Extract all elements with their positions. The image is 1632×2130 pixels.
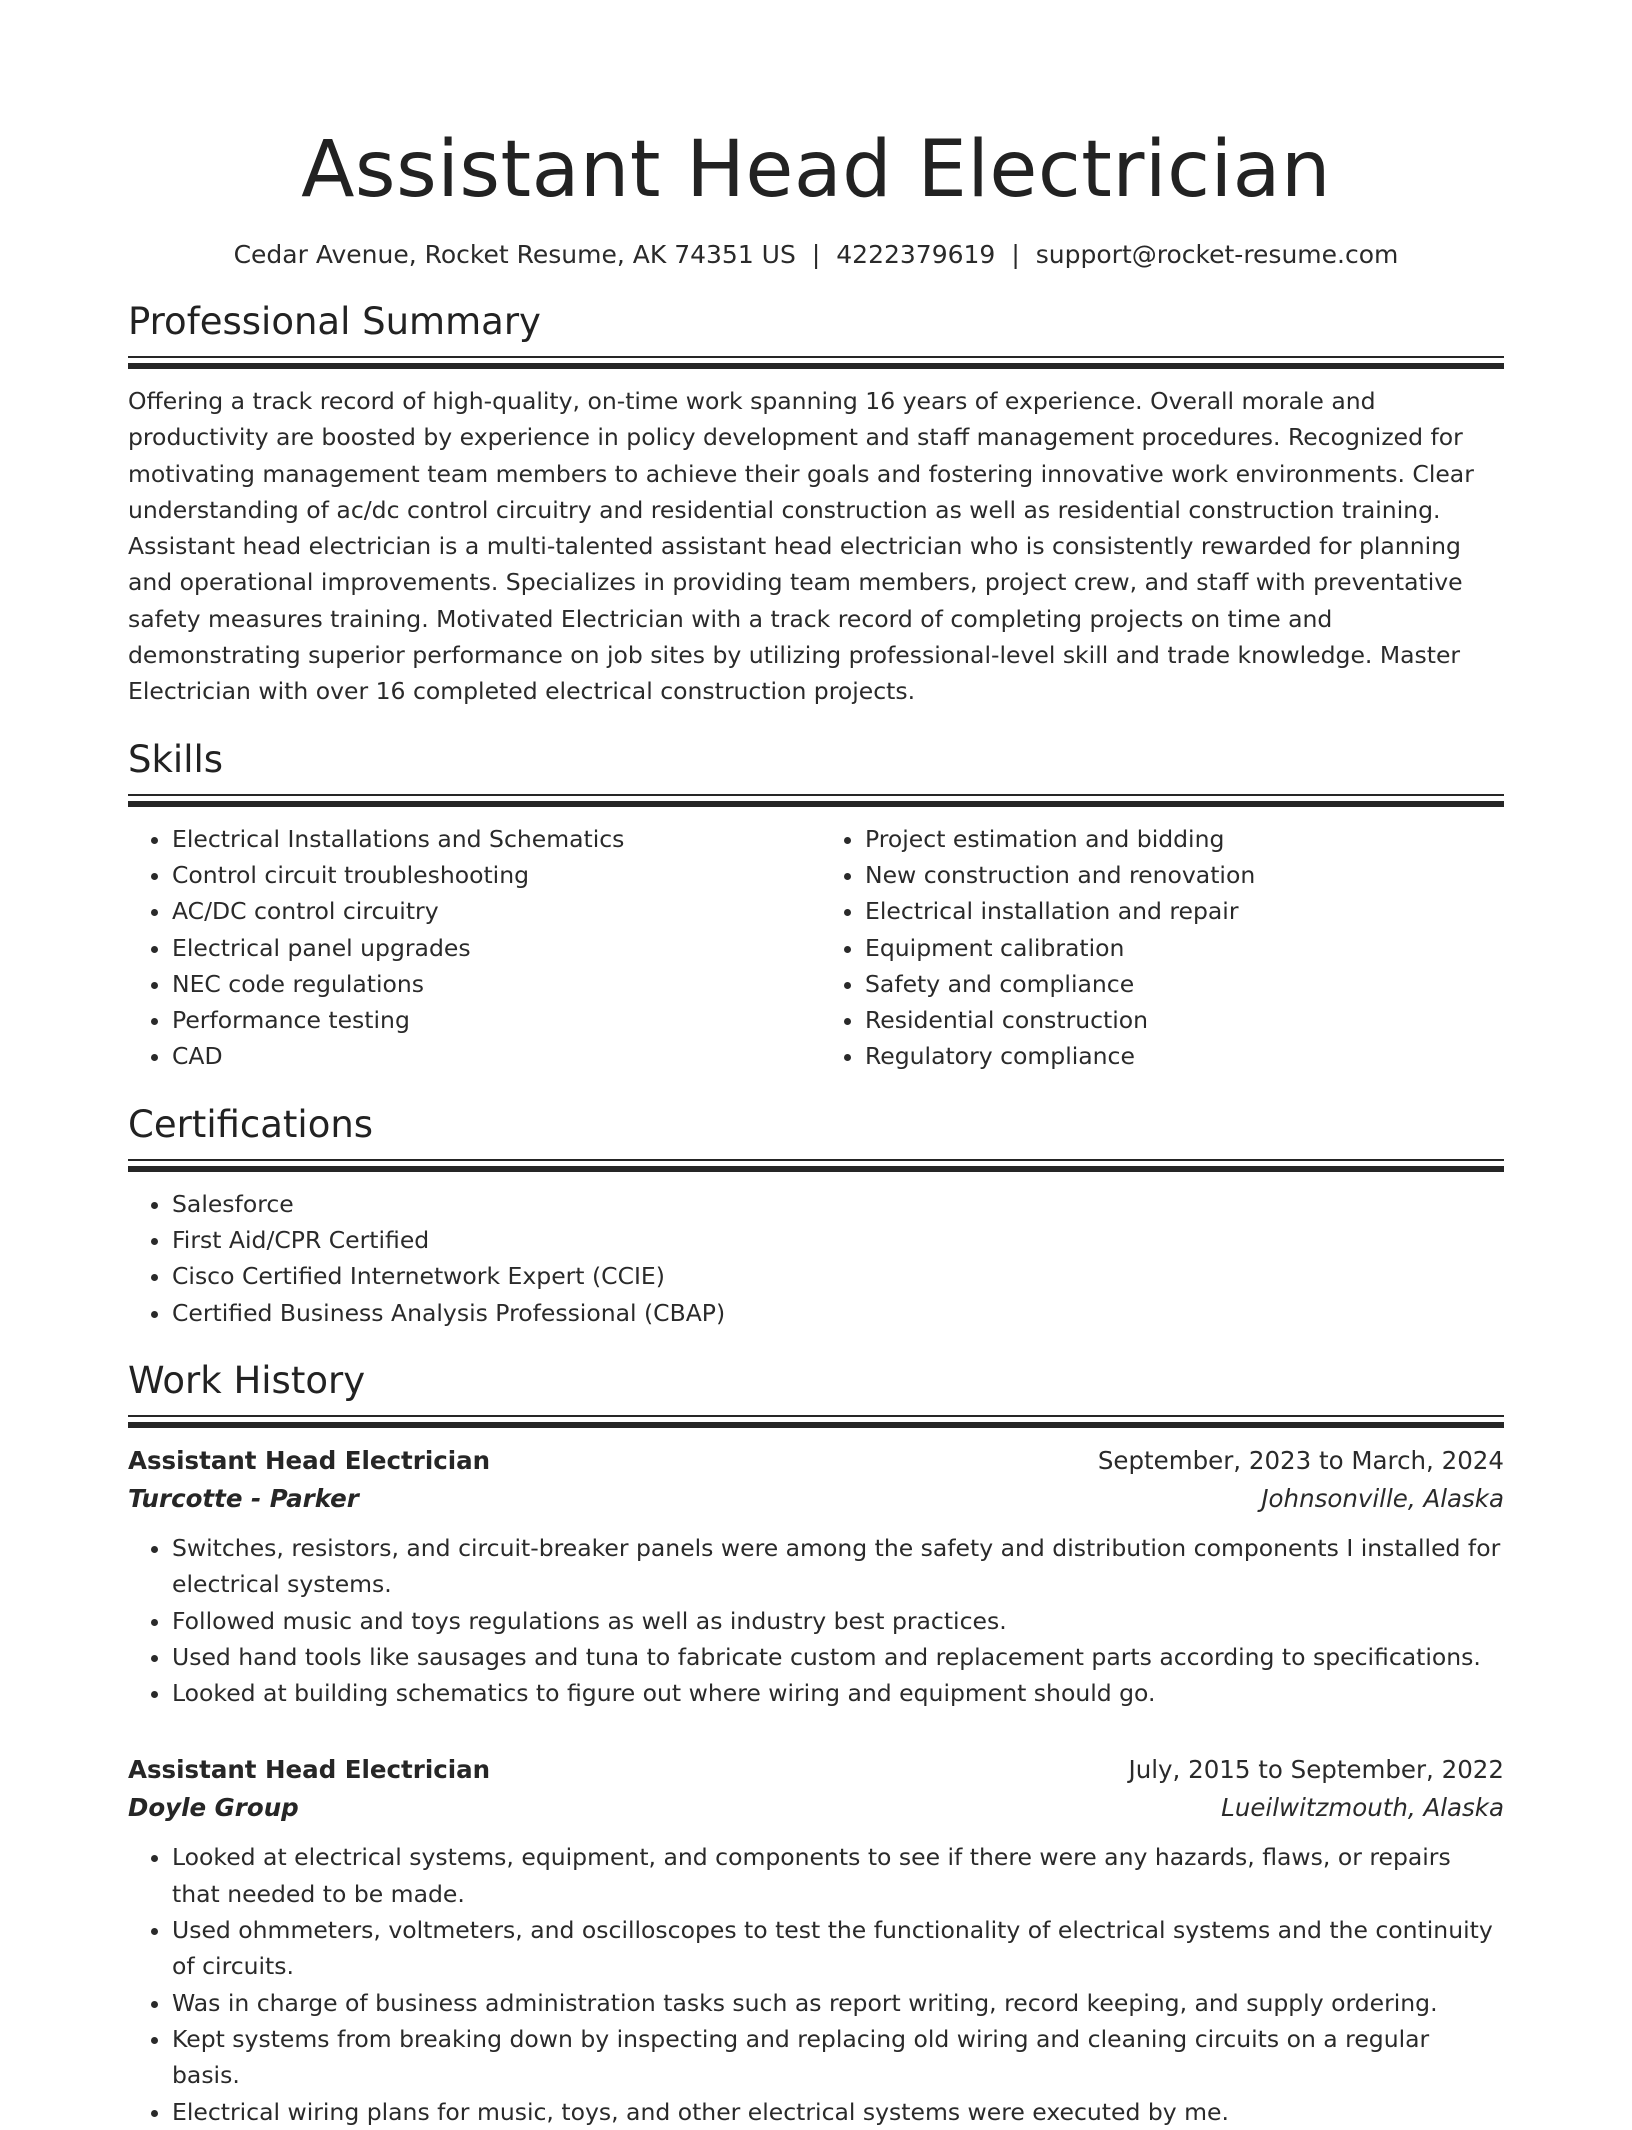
skills-section — [128, 736, 1504, 1075]
certifications-section — [128, 1101, 1504, 1331]
job-title: Assistant Head Electrician — [128, 1755, 491, 1785]
skill-item: • Residential construction — [865, 1002, 1504, 1038]
contact-address: Cedar Avenue, Rocket Resume, AK 74351 US — [233, 240, 796, 269]
certification-item: • First Aid/CPR Certified — [172, 1222, 1504, 1258]
skills-grid — [128, 807, 1504, 1075]
skill-item: • Control circuit troubleshooting — [172, 857, 811, 893]
skill-item: • New construction and renovation — [865, 857, 1504, 893]
contact-separator: | — [811, 240, 821, 269]
skill-item: • Safety and compliance — [865, 966, 1504, 1002]
job-duty: • Switches, resistors, and circuit-breaker panels were among the safety and distribution components I installed for electrical systems. — [172, 1530, 1504, 1603]
resume-name: Assistant Head Electrician — [301, 125, 1331, 215]
certification-item: • Salesforce — [172, 1186, 1504, 1222]
work-history-heading: Work History — [128, 1358, 366, 1402]
certification-item: • Certified Business Analysis Professional (CBAP) — [172, 1295, 1504, 1331]
job-entry — [128, 1751, 1504, 2129]
certifications-list — [128, 1186, 1504, 1331]
skill-item: • Equipment calibration — [865, 930, 1504, 966]
skill-item: • CAD — [172, 1038, 811, 1074]
skill-item: • Electrical panel upgrades — [172, 930, 811, 966]
job-employer-row — [128, 1789, 1504, 1827]
certification-item: • Cisco Certified Internetwork Expert (CCIE) — [172, 1258, 1504, 1294]
contact-email: support@rocket-resume.com — [1035, 240, 1399, 269]
section-rule-thick — [128, 1166, 1504, 1172]
contact-line — [128, 238, 1504, 272]
job-company: Doyle Group — [128, 1793, 299, 1823]
job-duty: • Kept systems from breaking down by inspecting and replacing old wiring and cleaning circuits on a regular basis. — [172, 2021, 1504, 2094]
job-header-row — [128, 1442, 1504, 1480]
skill-item: • AC/DC control circuitry — [172, 893, 811, 929]
job-dates: September, 2023 to March, 2024 — [1097, 1445, 1504, 1475]
job-dates: July, 2015 to September, 2022 — [1128, 1755, 1504, 1785]
job-duties-list — [128, 1839, 1504, 2129]
skill-item: • Regulatory compliance — [865, 1038, 1504, 1074]
skills-list-left — [128, 821, 811, 1075]
job-header-row — [128, 1751, 1504, 1789]
work-history-section — [128, 1357, 1504, 2130]
summary-text: Offering a track record of high-quality, on-time work spanning 16 years of experience. Overall morale and productivity are boosted by experience in policy development and staff management procedures. Recognized for motivating management team members to achieve their goals and fostering innovative work environments. Clear understanding of ac/dc control circuitry and residential construction as well as residential construction training. Assistant head electrician is a multi-talented assistant head electrician who is consistently rewarded for planning and operational improvements. Specializes in providing team members, project crew, and staff with preventative safety measures training. Motivated Electrician with a track record of completing projects on time and demonstrating superior performance on job sites by utilizing professional-level skill and trade knowledge. Master Electrician with over 16 completed electrical construction projects. — [128, 387, 1474, 706]
job-title: Assistant Head Electrician — [128, 1445, 491, 1475]
summary-heading: Professional Summary — [128, 300, 541, 343]
section-rule — [128, 794, 1504, 796]
job-location: Johnsonville, Alaska — [1261, 1483, 1504, 1513]
job-duty: • Used hand tools like sausages and tuna to fabricate custom and replacement parts according to specifications. — [172, 1639, 1504, 1675]
skill-item: • Electrical Installations and Schematics — [172, 821, 811, 857]
summary-section — [128, 298, 1504, 710]
certifications-heading: Certifications — [128, 1102, 374, 1146]
skills-heading: Skills — [128, 737, 224, 781]
job-employer-row — [128, 1480, 1504, 1518]
job-duty: • Electrical wiring plans for music, toys, and other electrical systems were executed by me. — [172, 2094, 1504, 2130]
section-rule-thick — [128, 1422, 1504, 1428]
contact-separator: | — [1011, 240, 1020, 269]
skill-item: • Electrical installation and repair — [865, 893, 1504, 929]
job-duty: • Was in charge of business administration tasks such as report writing, record keeping, and supply ordering. — [172, 1985, 1504, 2021]
skill-item: • NEC code regulations — [172, 966, 811, 1002]
contact-phone: 4222379619 — [836, 240, 996, 269]
skills-list-right — [821, 821, 1504, 1075]
job-entry — [128, 1442, 1504, 1711]
section-rule — [128, 1159, 1504, 1161]
job-location: Lueilwitzmouth, Alaska — [1221, 1793, 1504, 1823]
job-duty: • Looked at building schematics to figure out where wiring and equipment should go. — [172, 1675, 1504, 1711]
job-duties-list — [128, 1530, 1504, 1711]
section-rule-thick — [128, 363, 1504, 369]
job-duty: • Used ohmmeters, voltmeters, and oscilloscopes to test the functionality of electrical systems and the continuity of circuits. — [172, 1912, 1504, 1985]
job-company: Turcotte - Parker — [128, 1483, 359, 1513]
section-rule — [128, 356, 1504, 358]
job-duty: • Followed music and toys regulations as well as industry best practices. — [172, 1603, 1504, 1639]
section-rule — [128, 1415, 1504, 1417]
skill-item: • Performance testing — [172, 1002, 811, 1038]
skill-item: • Project estimation and bidding — [865, 821, 1504, 857]
job-duty: • Looked at electrical systems, equipment, and components to see if there were any hazards, flaws, or repairs that needed to be made. — [172, 1839, 1504, 1912]
